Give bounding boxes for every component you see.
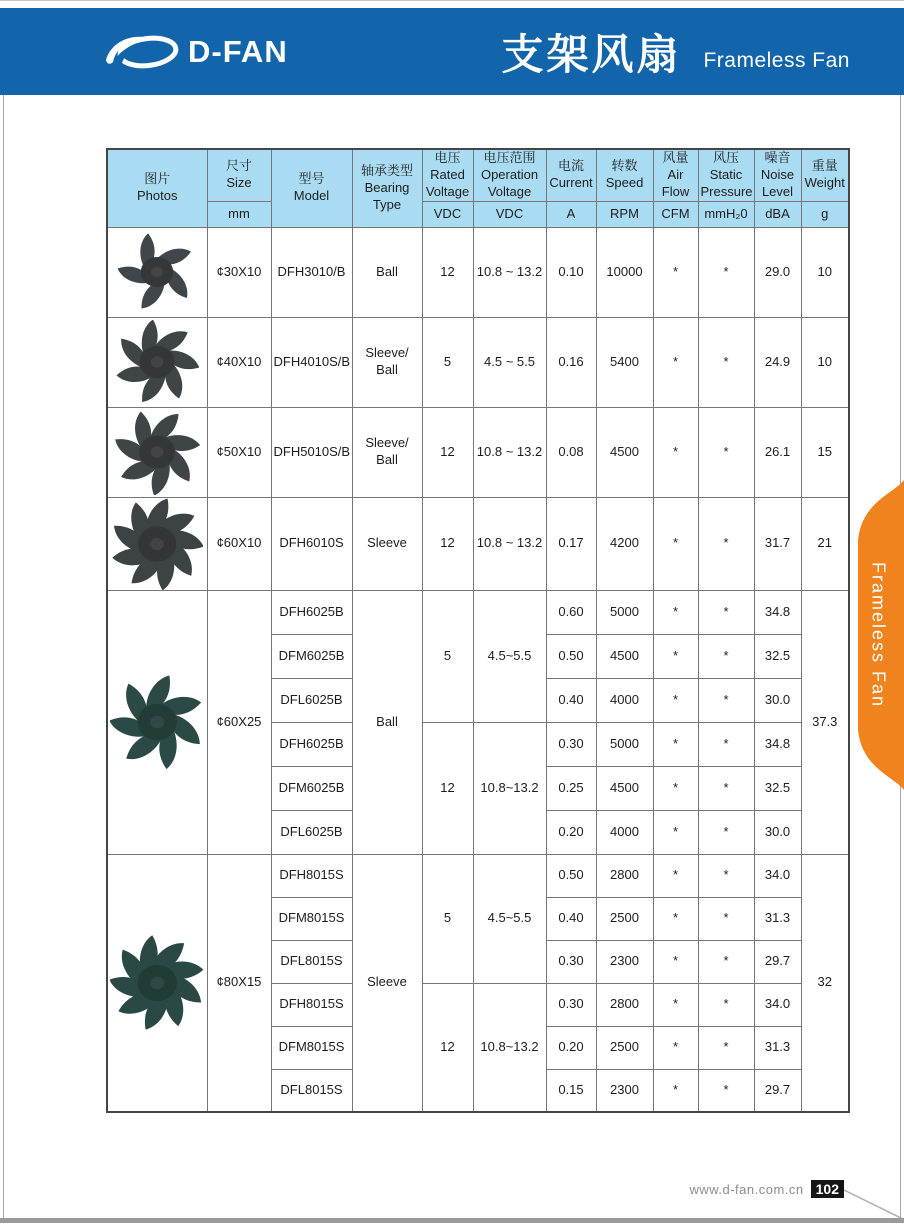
air-flow-cell: * <box>653 407 698 497</box>
page-title-zh: 支架风扇 <box>501 30 682 78</box>
pressure-cell: * <box>698 634 754 678</box>
pressure-cell: * <box>698 678 754 722</box>
unit-speed: RPM <box>596 201 653 227</box>
model-cell: DFH8015S <box>271 854 352 897</box>
unit-size: mm <box>207 201 271 227</box>
photo-cell <box>107 854 207 1112</box>
spec-table <box>106 148 850 1113</box>
fan-80x15-photo <box>110 927 205 1039</box>
bearing-cell: Sleeve <box>352 497 422 590</box>
col-header-en: Current <box>549 175 593 191</box>
current-cell: 0.30 <box>546 940 596 983</box>
vdc-cell: 12 <box>422 407 473 497</box>
noise-cell: 26.1 <box>754 407 801 497</box>
side-tab-frameless-fan <box>846 480 904 790</box>
col-header-size <box>207 149 271 201</box>
current-cell: 0.16 <box>546 317 596 407</box>
table-row <box>107 407 849 497</box>
current-cell: 0.30 <box>546 983 596 1026</box>
current-cell: 0.40 <box>546 678 596 722</box>
col-header-en: Noise Level <box>760 166 795 199</box>
size-cell: ¢60X25 <box>207 590 271 854</box>
size-cell: ¢50X10 <box>207 407 271 497</box>
unit-static-pressure: mmH₂0 <box>698 201 754 227</box>
air-flow-cell: * <box>653 634 698 678</box>
current-cell: 0.30 <box>546 722 596 766</box>
vdc-cell: 5 <box>422 590 473 722</box>
size-cell: ¢80X15 <box>207 854 271 1112</box>
model-cell: DFM6025B <box>271 766 352 810</box>
bearing-cell: Sleeve <box>352 854 422 1112</box>
col-header-noise <box>754 149 801 201</box>
col-header-en: Speed <box>605 175 644 191</box>
pressure-cell: * <box>698 897 754 940</box>
model-cell: DFH4010S/B <box>271 317 352 407</box>
photo-cell <box>107 497 207 590</box>
col-header-zh: 尺寸 <box>225 158 252 174</box>
pressure-cell: * <box>698 810 754 854</box>
speed-cell: 4500 <box>596 407 653 497</box>
current-cell: 0.17 <box>546 497 596 590</box>
speed-cell: 4500 <box>596 766 653 810</box>
photo-cell <box>107 407 207 497</box>
unit-current: A <box>546 201 596 227</box>
pressure-cell: * <box>698 407 754 497</box>
pressure-cell: * <box>698 766 754 810</box>
size-cell: ¢40X10 <box>207 317 271 407</box>
pressure-cell: * <box>698 590 754 634</box>
model-cell: DFM6025B <box>271 634 352 678</box>
col-header-zh: 电压 <box>434 150 461 165</box>
current-cell: 0.60 <box>546 590 596 634</box>
pressure-cell: * <box>698 317 754 407</box>
air-flow-cell: * <box>653 766 698 810</box>
current-cell: 0.20 <box>546 1026 596 1069</box>
col-header-operation-voltage <box>473 149 546 201</box>
speed-cell: 10000 <box>596 227 653 317</box>
col-header-rated-voltage <box>422 149 473 201</box>
col-header-zh: 轴承类型 <box>360 163 413 178</box>
header-titles <box>501 8 850 95</box>
bearing-cell: Ball <box>352 227 422 317</box>
speed-cell: 5400 <box>596 317 653 407</box>
speed-cell: 4000 <box>596 810 653 854</box>
bearing-cell: Sleeve/ Ball <box>352 407 422 497</box>
range-cell: 10.8~13.2 <box>473 722 546 854</box>
col-header-static-pressure <box>698 149 754 201</box>
col-header-zh: 图片 <box>144 171 171 187</box>
model-cell: DFH6010S <box>271 497 352 590</box>
air-flow-cell: * <box>653 497 698 590</box>
speed-cell: 5000 <box>596 590 653 634</box>
header-bar <box>0 8 904 95</box>
weight-cell: 21 <box>801 497 849 590</box>
unit-rated-voltage: VDC <box>422 201 473 227</box>
model-cell: DFL6025B <box>271 810 352 854</box>
vdc-cell: 12 <box>422 722 473 854</box>
col-header-air-flow <box>653 149 698 201</box>
col-header-zh: 重量 <box>811 158 838 174</box>
table-row <box>107 497 849 590</box>
website-url: www.d-fan.com.cn <box>689 1181 804 1197</box>
noise-cell: 32.5 <box>754 766 801 810</box>
unit-weight: g <box>801 201 849 227</box>
range-cell: 4.5~5.5 <box>473 590 546 722</box>
speed-cell: 2800 <box>596 854 653 897</box>
col-header-zh: 转数 <box>611 158 638 174</box>
col-header-zh: 电流 <box>557 158 584 174</box>
noise-cell: 31.3 <box>754 897 801 940</box>
table-row <box>107 590 849 634</box>
speed-cell: 4000 <box>596 678 653 722</box>
model-cell: DFL6025B <box>271 678 352 722</box>
current-cell: 0.15 <box>546 1069 596 1112</box>
page-bottom-bar <box>0 1218 904 1223</box>
dfan-logo-icon <box>104 29 182 75</box>
col-header-en: Operation Voltage <box>480 166 539 199</box>
range-cell: 10.8 ~ 13.2 <box>473 227 546 317</box>
model-cell: DFM8015S <box>271 1026 352 1069</box>
vdc-cell: 12 <box>422 983 473 1112</box>
vdc-cell: 5 <box>422 854 473 983</box>
corner-fold-line <box>844 1188 904 1221</box>
weight-cell: 10 <box>801 227 849 317</box>
noise-cell: 31.7 <box>754 497 801 590</box>
col-header-current <box>546 149 596 201</box>
vdc-cell: 12 <box>422 497 473 590</box>
range-cell: 10.8 ~ 13.2 <box>473 407 546 497</box>
col-header-en: Air Flow <box>661 166 690 199</box>
pressure-cell: * <box>698 1026 754 1069</box>
pressure-cell: * <box>698 497 754 590</box>
noise-cell: 29.7 <box>754 940 801 983</box>
vdc-cell: 5 <box>422 317 473 407</box>
model-cell: DFH5010S/B <box>271 407 352 497</box>
weight-cell: 37.3 <box>801 590 849 854</box>
air-flow-cell: * <box>653 1026 698 1069</box>
current-cell: 0.08 <box>546 407 596 497</box>
table-row <box>107 854 849 897</box>
brand <box>104 8 288 95</box>
col-header-en: Rated Voltage <box>425 166 470 199</box>
page-left-border <box>3 95 4 1218</box>
page-title-en: Frameless Fan <box>703 48 850 72</box>
header-row-units <box>107 201 849 227</box>
bearing-cell: Sleeve/ Ball <box>352 317 422 407</box>
air-flow-cell: * <box>653 810 698 854</box>
size-cell: ¢30X10 <box>207 227 271 317</box>
fan-60x10-photo <box>110 498 205 590</box>
page-number-badge: 102 <box>811 1180 844 1198</box>
current-cell: 0.40 <box>546 897 596 940</box>
col-header-photos <box>107 149 207 227</box>
fan-40x10-photo <box>110 320 205 404</box>
bearing-cell: Ball <box>352 590 422 854</box>
range-cell: 10.8~13.2 <box>473 983 546 1112</box>
photo-cell <box>107 227 207 317</box>
speed-cell: 2300 <box>596 1069 653 1112</box>
header-row-labels <box>107 149 849 201</box>
col-header-zh: 噪音 <box>764 150 791 165</box>
speed-cell: 2500 <box>596 897 653 940</box>
noise-cell: 24.9 <box>754 317 801 407</box>
col-header-weight <box>801 149 849 201</box>
current-cell: 0.10 <box>546 227 596 317</box>
pressure-cell: * <box>698 1069 754 1112</box>
pressure-cell: * <box>698 227 754 317</box>
fan-30x10-photo <box>110 233 205 311</box>
air-flow-cell: * <box>653 983 698 1026</box>
side-tab-label: Frameless Fan <box>868 561 889 709</box>
footer <box>689 1180 844 1198</box>
speed-cell: 4200 <box>596 497 653 590</box>
col-header-en: Size <box>226 175 252 191</box>
noise-cell: 31.3 <box>754 1026 801 1069</box>
fan-50x10-photo <box>110 409 205 495</box>
unit-air-flow: CFM <box>653 201 698 227</box>
pressure-cell: * <box>698 854 754 897</box>
weight-cell: 32 <box>801 854 849 1112</box>
col-header-en: Photos <box>137 188 178 204</box>
current-cell: 0.25 <box>546 766 596 810</box>
page-top-border <box>0 0 904 1</box>
speed-cell: 2300 <box>596 940 653 983</box>
air-flow-cell: * <box>653 1069 698 1112</box>
speed-cell: 5000 <box>596 722 653 766</box>
col-header-en: Model <box>293 188 330 204</box>
air-flow-cell: * <box>653 897 698 940</box>
range-cell: 10.8 ~ 13.2 <box>473 497 546 590</box>
col-header-bearing <box>352 149 422 227</box>
photo-cell <box>107 590 207 854</box>
photo-cell <box>107 317 207 407</box>
weight-cell: 15 <box>801 407 849 497</box>
col-header-en: Weight <box>804 175 845 191</box>
speed-cell: 4500 <box>596 634 653 678</box>
unit-noise: dBA <box>754 201 801 227</box>
air-flow-cell: * <box>653 940 698 983</box>
col-header-zh: 风量 <box>662 150 689 165</box>
pressure-cell: * <box>698 722 754 766</box>
model-cell: DFH6025B <box>271 590 352 634</box>
air-flow-cell: * <box>653 317 698 407</box>
brand-name: D-FAN <box>188 33 288 69</box>
col-header-speed <box>596 149 653 201</box>
air-flow-cell: * <box>653 227 698 317</box>
air-flow-cell: * <box>653 854 698 897</box>
range-cell: 4.5 ~ 5.5 <box>473 317 546 407</box>
model-cell: DFM8015S <box>271 897 352 940</box>
table-row <box>107 317 849 407</box>
current-cell: 0.50 <box>546 854 596 897</box>
range-cell: 4.5~5.5 <box>473 854 546 983</box>
current-cell: 0.50 <box>546 634 596 678</box>
model-cell: DFH3010/B <box>271 227 352 317</box>
noise-cell: 34.8 <box>754 590 801 634</box>
speed-cell: 2800 <box>596 983 653 1026</box>
model-cell: DFH6025B <box>271 722 352 766</box>
weight-cell: 10 <box>801 317 849 407</box>
vdc-cell: 12 <box>422 227 473 317</box>
noise-cell: 30.0 <box>754 678 801 722</box>
unit-operation-voltage: VDC <box>473 201 546 227</box>
pressure-cell: * <box>698 983 754 1026</box>
noise-cell: 29.7 <box>754 1069 801 1112</box>
col-header-en: Bearing Type <box>364 179 410 212</box>
col-header-zh: 电压范围 <box>483 150 536 165</box>
model-cell: DFL8015S <box>271 1069 352 1112</box>
fan-60x25-photo <box>110 673 205 771</box>
speed-cell: 2500 <box>596 1026 653 1069</box>
col-header-model <box>271 149 352 227</box>
pressure-cell: * <box>698 940 754 983</box>
current-cell: 0.20 <box>546 810 596 854</box>
size-cell: ¢60X10 <box>207 497 271 590</box>
noise-cell: 34.0 <box>754 854 801 897</box>
noise-cell: 32.5 <box>754 634 801 678</box>
noise-cell: 34.0 <box>754 983 801 1026</box>
col-header-zh: 型号 <box>298 171 325 187</box>
noise-cell: 34.8 <box>754 722 801 766</box>
noise-cell: 29.0 <box>754 227 801 317</box>
air-flow-cell: * <box>653 678 698 722</box>
col-header-en: Static Pressure <box>700 166 753 199</box>
col-header-zh: 风压 <box>712 150 739 165</box>
air-flow-cell: * <box>653 590 698 634</box>
noise-cell: 30.0 <box>754 810 801 854</box>
air-flow-cell: * <box>653 722 698 766</box>
table-row <box>107 227 849 317</box>
model-cell: DFL8015S <box>271 940 352 983</box>
model-cell: DFH8015S <box>271 983 352 1026</box>
